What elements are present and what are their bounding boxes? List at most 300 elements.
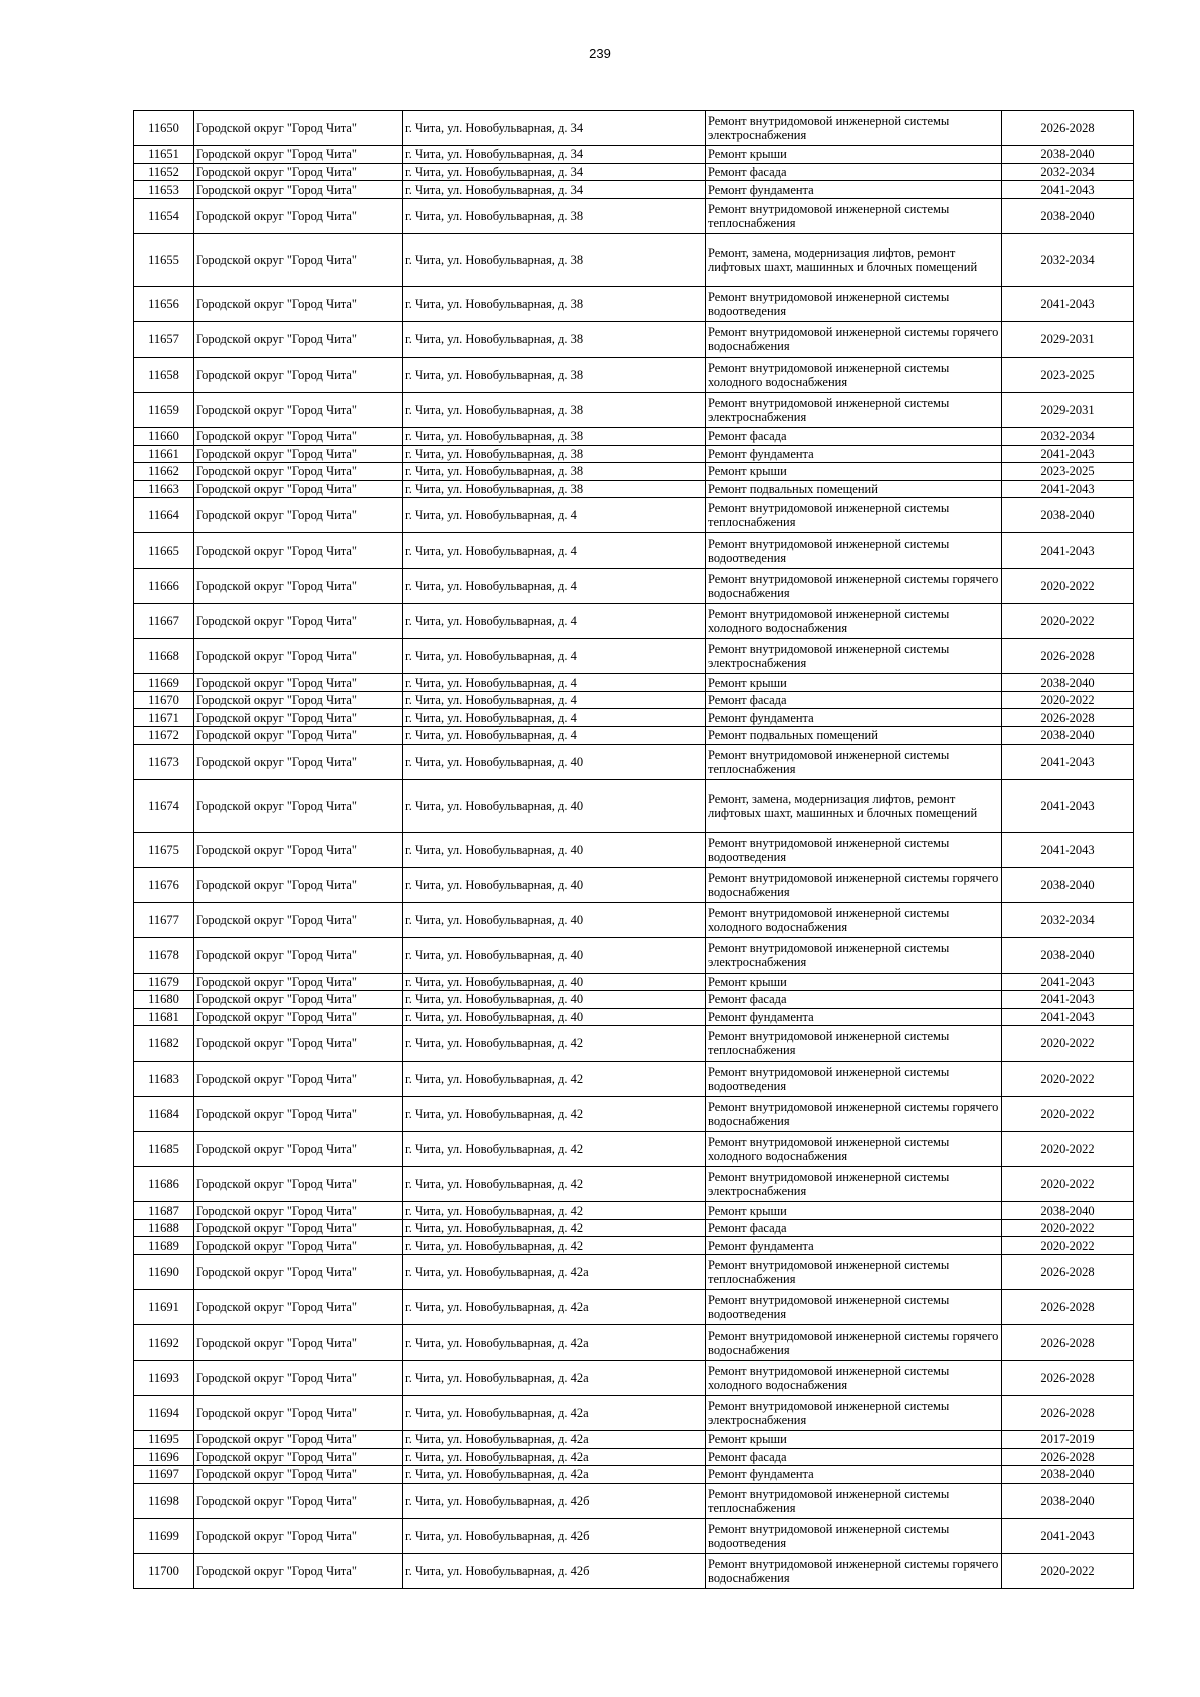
- cell-period: 2041-2043: [1002, 480, 1134, 498]
- table-row: [134, 1325, 1134, 1360]
- cell-address: г. Чита, ул. Новобульварная, д. 42а: [403, 1325, 706, 1360]
- table-row: [134, 568, 1134, 603]
- table-row: [134, 146, 1134, 164]
- cell-municipality: Городской округ "Город Чита": [194, 322, 403, 357]
- table-row: [134, 639, 1134, 674]
- cell-work-type: Ремонт внутридомовой инженерной системы горячего водоснабжения: [706, 322, 1002, 357]
- cell-municipality: Городской округ "Город Чита": [194, 1448, 403, 1466]
- table-row: [134, 287, 1134, 322]
- cell-work-type: Ремонт внутридомовой инженерной системы холодного водоснабжения: [706, 357, 1002, 392]
- cell-municipality: Городской округ "Город Чита": [194, 533, 403, 568]
- cell-work-type: Ремонт внутридомовой инженерной системы горячего водоснабжения: [706, 568, 1002, 603]
- table-row: [134, 1026, 1134, 1061]
- cell-number: 11657: [134, 322, 194, 357]
- table-row: [134, 1554, 1134, 1589]
- cell-municipality: Городской округ "Город Чита": [194, 1325, 403, 1360]
- cell-address: г. Чита, ул. Новобульварная, д. 42: [403, 1202, 706, 1220]
- cell-address: г. Чита, ул. Новобульварная, д. 38: [403, 322, 706, 357]
- cell-number: 11659: [134, 392, 194, 427]
- cell-address: г. Чита, ул. Новобульварная, д. 4: [403, 533, 706, 568]
- cell-work-type: Ремонт внутридомовой инженерной системы теплоснабжения: [706, 1255, 1002, 1290]
- cell-work-type: Ремонт внутридомовой инженерной системы теплоснабжения: [706, 1026, 1002, 1061]
- table-row: [134, 463, 1134, 481]
- cell-municipality: Городской округ "Город Чита": [194, 1360, 403, 1395]
- cell-period: 2026-2028: [1002, 1395, 1134, 1430]
- cell-work-type: Ремонт фундамента: [706, 1008, 1002, 1026]
- cell-work-type: Ремонт крыши: [706, 146, 1002, 164]
- cell-address: г. Чита, ул. Новобульварная, д. 42а: [403, 1255, 706, 1290]
- cell-period: 2020-2022: [1002, 1026, 1134, 1061]
- cell-municipality: Городской округ "Город Чита": [194, 1008, 403, 1026]
- table-row: [134, 1518, 1134, 1553]
- cell-period: 2026-2028: [1002, 1448, 1134, 1466]
- cell-number: 11686: [134, 1167, 194, 1202]
- cell-number: 11667: [134, 603, 194, 638]
- cell-period: 2041-2043: [1002, 779, 1134, 832]
- table-row: [134, 181, 1134, 199]
- cell-municipality: Городской округ "Город Чита": [194, 709, 403, 727]
- cell-period: 2023-2025: [1002, 463, 1134, 481]
- cell-work-type: Ремонт внутридомовой инженерной системы теплоснабжения: [706, 1483, 1002, 1518]
- cell-address: г. Чита, ул. Новобульварная, д. 38: [403, 480, 706, 498]
- cell-address: г. Чита, ул. Новобульварная, д. 4: [403, 639, 706, 674]
- cell-work-type: Ремонт внутридомовой инженерной системы теплоснабжения: [706, 498, 1002, 533]
- cell-number: 11658: [134, 357, 194, 392]
- cell-work-type: Ремонт фасада: [706, 1448, 1002, 1466]
- cell-number: 11693: [134, 1360, 194, 1395]
- table-row: [134, 1008, 1134, 1026]
- cell-address: г. Чита, ул. Новобульварная, д. 40: [403, 1008, 706, 1026]
- cell-work-type: Ремонт внутридомовой инженерной системы теплоснабжения: [706, 198, 1002, 233]
- cell-period: 2041-2043: [1002, 832, 1134, 867]
- cell-municipality: Городской округ "Город Чита": [194, 779, 403, 832]
- cell-municipality: Городской округ "Город Чита": [194, 234, 403, 287]
- cell-number: 11700: [134, 1554, 194, 1589]
- cell-address: г. Чита, ул. Новобульварная, д. 42: [403, 1026, 706, 1061]
- table-row: [134, 903, 1134, 938]
- cell-number: 11692: [134, 1325, 194, 1360]
- cell-address: г. Чита, ул. Новобульварная, д. 42б: [403, 1483, 706, 1518]
- table-row: [134, 1237, 1134, 1255]
- table-row: [134, 234, 1134, 287]
- cell-period: 2038-2040: [1002, 867, 1134, 902]
- cell-number: 11674: [134, 779, 194, 832]
- cell-municipality: Городской округ "Город Чита": [194, 568, 403, 603]
- cell-work-type: Ремонт фасада: [706, 991, 1002, 1009]
- table-row: [134, 111, 1134, 146]
- cell-municipality: Городской округ "Город Чита": [194, 445, 403, 463]
- cell-number: 11695: [134, 1430, 194, 1448]
- cell-address: г. Чита, ул. Новобульварная, д. 4: [403, 674, 706, 692]
- cell-work-type: Ремонт крыши: [706, 1430, 1002, 1448]
- cell-municipality: Городской округ "Город Чита": [194, 1466, 403, 1484]
- cell-municipality: Городской округ "Город Чита": [194, 392, 403, 427]
- cell-number: 11663: [134, 480, 194, 498]
- table-row: [134, 1061, 1134, 1096]
- cell-period: 2020-2022: [1002, 691, 1134, 709]
- cell-address: г. Чита, ул. Новобульварная, д. 42а: [403, 1466, 706, 1484]
- cell-municipality: Городской округ "Город Чита": [194, 691, 403, 709]
- table-row: [134, 867, 1134, 902]
- table-row: [134, 322, 1134, 357]
- cell-period: 2020-2022: [1002, 1131, 1134, 1166]
- cell-period: 2023-2025: [1002, 357, 1134, 392]
- cell-period: 2041-2043: [1002, 744, 1134, 779]
- cell-address: г. Чита, ул. Новобульварная, д. 42б: [403, 1518, 706, 1553]
- cell-municipality: Городской округ "Город Чита": [194, 938, 403, 973]
- cell-address: г. Чита, ул. Новобульварная, д. 42: [403, 1219, 706, 1237]
- table-row: [134, 1466, 1134, 1484]
- cell-municipality: Городской округ "Город Чита": [194, 111, 403, 146]
- cell-work-type: Ремонт внутридомовой инженерной системы водоотведения: [706, 832, 1002, 867]
- cell-work-type: Ремонт внутридомовой инженерной системы водоотведения: [706, 1061, 1002, 1096]
- table-row: [134, 427, 1134, 445]
- table-row: [134, 1131, 1134, 1166]
- cell-number: 11688: [134, 1219, 194, 1237]
- cell-work-type: Ремонт внутридомовой инженерной системы электроснабжения: [706, 1395, 1002, 1430]
- cell-period: 2026-2028: [1002, 1325, 1134, 1360]
- cell-work-type: Ремонт крыши: [706, 973, 1002, 991]
- cell-work-type: Ремонт фундамента: [706, 1237, 1002, 1255]
- cell-address: г. Чита, ул. Новобульварная, д. 42: [403, 1131, 706, 1166]
- table-row: [134, 163, 1134, 181]
- cell-number: 11698: [134, 1483, 194, 1518]
- cell-municipality: Городской округ "Город Чита": [194, 1167, 403, 1202]
- table-body: [134, 111, 1134, 1589]
- cell-address: г. Чита, ул. Новобульварная, д. 38: [403, 198, 706, 233]
- cell-number: 11656: [134, 287, 194, 322]
- cell-address: г. Чита, ул. Новобульварная, д. 38: [403, 392, 706, 427]
- cell-work-type: Ремонт, замена, модернизация лифтов, ремонт лифтовых шахт, машинных и блочных помещений: [706, 234, 1002, 287]
- cell-number: 11662: [134, 463, 194, 481]
- cell-number: 11652: [134, 163, 194, 181]
- table-row: [134, 1167, 1134, 1202]
- cell-period: 2038-2040: [1002, 674, 1134, 692]
- table-row: [134, 1096, 1134, 1131]
- cell-address: г. Чита, ул. Новобульварная, д. 42а: [403, 1395, 706, 1430]
- table-row: [134, 392, 1134, 427]
- cell-period: 2038-2040: [1002, 198, 1134, 233]
- cell-address: г. Чита, ул. Новобульварная, д. 34: [403, 163, 706, 181]
- cell-number: 11653: [134, 181, 194, 199]
- cell-number: 11671: [134, 709, 194, 727]
- cell-address: г. Чита, ул. Новобульварная, д. 42: [403, 1237, 706, 1255]
- cell-period: 2026-2028: [1002, 639, 1134, 674]
- cell-work-type: Ремонт фундамента: [706, 709, 1002, 727]
- cell-number: 11664: [134, 498, 194, 533]
- cell-municipality: Городской округ "Город Чита": [194, 903, 403, 938]
- cell-work-type: Ремонт внутридомовой инженерной системы электроснабжения: [706, 1167, 1002, 1202]
- cell-number: 11661: [134, 445, 194, 463]
- cell-period: 2020-2022: [1002, 1219, 1134, 1237]
- cell-address: г. Чита, ул. Новобульварная, д. 38: [403, 287, 706, 322]
- table-row: [134, 480, 1134, 498]
- cell-address: г. Чита, ул. Новобульварная, д. 4: [403, 498, 706, 533]
- cell-period: 2026-2028: [1002, 111, 1134, 146]
- cell-number: 11651: [134, 146, 194, 164]
- cell-municipality: Городской округ "Город Чита": [194, 867, 403, 902]
- cell-address: г. Чита, ул. Новобульварная, д. 4: [403, 603, 706, 638]
- cell-municipality: Городской округ "Город Чита": [194, 1061, 403, 1096]
- cell-work-type: Ремонт подвальных помещений: [706, 480, 1002, 498]
- cell-number: 11673: [134, 744, 194, 779]
- table-row: [134, 603, 1134, 638]
- table-row: [134, 357, 1134, 392]
- cell-period: 2026-2028: [1002, 1360, 1134, 1395]
- cell-address: г. Чита, ул. Новобульварная, д. 38: [403, 427, 706, 445]
- cell-address: г. Чита, ул. Новобульварная, д. 4: [403, 691, 706, 709]
- cell-municipality: Городской округ "Город Чита": [194, 1202, 403, 1220]
- cell-address: г. Чита, ул. Новобульварная, д. 34: [403, 146, 706, 164]
- cell-number: 11678: [134, 938, 194, 973]
- cell-address: г. Чита, ул. Новобульварная, д. 42а: [403, 1448, 706, 1466]
- table-row: [134, 991, 1134, 1009]
- cell-address: г. Чита, ул. Новобульварная, д. 42а: [403, 1360, 706, 1395]
- cell-period: 2029-2031: [1002, 322, 1134, 357]
- cell-address: г. Чита, ул. Новобульварная, д. 40: [403, 779, 706, 832]
- cell-address: г. Чита, ул. Новобульварная, д. 42а: [403, 1430, 706, 1448]
- cell-address: г. Чита, ул. Новобульварная, д. 38: [403, 445, 706, 463]
- cell-address: г. Чита, ул. Новобульварная, д. 38: [403, 463, 706, 481]
- cell-period: 2032-2034: [1002, 427, 1134, 445]
- cell-municipality: Городской округ "Город Чита": [194, 1395, 403, 1430]
- cell-address: г. Чита, ул. Новобульварная, д. 42а: [403, 1290, 706, 1325]
- cell-address: г. Чита, ул. Новобульварная, д. 40: [403, 938, 706, 973]
- page-number: 239: [589, 46, 611, 61]
- cell-number: 11689: [134, 1237, 194, 1255]
- cell-address: г. Чита, ул. Новобульварная, д. 4: [403, 727, 706, 745]
- cell-work-type: Ремонт фундамента: [706, 181, 1002, 199]
- cell-municipality: Городской округ "Город Чита": [194, 1131, 403, 1166]
- cell-municipality: Городской округ "Город Чита": [194, 1237, 403, 1255]
- cell-municipality: Городской округ "Город Чита": [194, 163, 403, 181]
- cell-number: 11691: [134, 1290, 194, 1325]
- table-row: [134, 744, 1134, 779]
- cell-period: 2041-2043: [1002, 991, 1134, 1009]
- cell-municipality: Городской округ "Город Чита": [194, 1096, 403, 1131]
- cell-number: 11672: [134, 727, 194, 745]
- cell-municipality: Городской округ "Город Чита": [194, 1430, 403, 1448]
- cell-period: 2026-2028: [1002, 1290, 1134, 1325]
- cell-work-type: Ремонт внутридомовой инженерной системы водоотведения: [706, 1290, 1002, 1325]
- cell-municipality: Городской округ "Город Чита": [194, 357, 403, 392]
- cell-municipality: Городской округ "Город Чита": [194, 1554, 403, 1589]
- cell-number: 11665: [134, 533, 194, 568]
- cell-municipality: Городской округ "Город Чита": [194, 1255, 403, 1290]
- table-row: [134, 1360, 1134, 1395]
- cell-period: 2038-2040: [1002, 146, 1134, 164]
- cell-work-type: Ремонт внутридомовой инженерной системы холодного водоснабжения: [706, 1131, 1002, 1166]
- cell-work-type: Ремонт подвальных помещений: [706, 727, 1002, 745]
- cell-number: 11685: [134, 1131, 194, 1166]
- cell-period: 2038-2040: [1002, 1483, 1134, 1518]
- cell-municipality: Городской округ "Город Чита": [194, 181, 403, 199]
- table-row: [134, 1255, 1134, 1290]
- cell-number: 11666: [134, 568, 194, 603]
- cell-municipality: Городской округ "Город Чита": [194, 1219, 403, 1237]
- cell-work-type: Ремонт фундамента: [706, 1466, 1002, 1484]
- cell-number: 11676: [134, 867, 194, 902]
- cell-number: 11677: [134, 903, 194, 938]
- cell-number: 11684: [134, 1096, 194, 1131]
- cell-period: 2038-2040: [1002, 1202, 1134, 1220]
- cell-period: 2038-2040: [1002, 938, 1134, 973]
- cell-period: 2041-2043: [1002, 1518, 1134, 1553]
- cell-number: 11675: [134, 832, 194, 867]
- cell-period: 2017-2019: [1002, 1430, 1134, 1448]
- cell-period: 2020-2022: [1002, 1167, 1134, 1202]
- cell-number: 11668: [134, 639, 194, 674]
- cell-work-type: Ремонт внутридомовой инженерной системы электроснабжения: [706, 392, 1002, 427]
- cell-work-type: Ремонт внутридомовой инженерной системы холодного водоснабжения: [706, 603, 1002, 638]
- table-row: [134, 674, 1134, 692]
- cell-number: 11670: [134, 691, 194, 709]
- cell-number: 11687: [134, 1202, 194, 1220]
- cell-address: г. Чита, ул. Новобульварная, д. 40: [403, 973, 706, 991]
- cell-period: 2020-2022: [1002, 1061, 1134, 1096]
- cell-number: 11679: [134, 973, 194, 991]
- cell-period: 2032-2034: [1002, 163, 1134, 181]
- table-row: [134, 973, 1134, 991]
- cell-work-type: Ремонт внутридомовой инженерной системы электроснабжения: [706, 639, 1002, 674]
- cell-number: 11655: [134, 234, 194, 287]
- cell-period: 2041-2043: [1002, 445, 1134, 463]
- cell-municipality: Городской округ "Город Чита": [194, 727, 403, 745]
- cell-address: г. Чита, ул. Новобульварная, д. 4: [403, 709, 706, 727]
- cell-work-type: Ремонт внутридомовой инженерной системы теплоснабжения: [706, 744, 1002, 779]
- cell-period: 2038-2040: [1002, 1466, 1134, 1484]
- cell-municipality: Городской округ "Город Чита": [194, 1290, 403, 1325]
- cell-period: 2041-2043: [1002, 181, 1134, 199]
- cell-address: г. Чита, ул. Новобульварная, д. 34: [403, 111, 706, 146]
- table-row: [134, 727, 1134, 745]
- cell-work-type: Ремонт, замена, модернизация лифтов, ремонт лифтовых шахт, машинных и блочных помещений: [706, 779, 1002, 832]
- cell-number: 11694: [134, 1395, 194, 1430]
- cell-period: 2026-2028: [1002, 1255, 1134, 1290]
- cell-period: 2041-2043: [1002, 973, 1134, 991]
- cell-work-type: Ремонт крыши: [706, 1202, 1002, 1220]
- cell-work-type: Ремонт внутридомовой инженерной системы электроснабжения: [706, 938, 1002, 973]
- cell-number: 11696: [134, 1448, 194, 1466]
- cell-number: 11699: [134, 1518, 194, 1553]
- cell-address: г. Чита, ул. Новобульварная, д. 42: [403, 1096, 706, 1131]
- capital-repair-table: [133, 110, 1134, 1589]
- table-row: [134, 1483, 1134, 1518]
- table-row: [134, 938, 1134, 973]
- cell-work-type: Ремонт фундамента: [706, 445, 1002, 463]
- table-row: [134, 533, 1134, 568]
- table-row: [134, 832, 1134, 867]
- cell-municipality: Городской округ "Город Чита": [194, 639, 403, 674]
- cell-work-type: Ремонт внутридомовой инженерной системы водоотведения: [706, 1518, 1002, 1553]
- cell-address: г. Чита, ул. Новобульварная, д. 4: [403, 568, 706, 603]
- cell-work-type: Ремонт фасада: [706, 1219, 1002, 1237]
- table-row: [134, 1290, 1134, 1325]
- cell-work-type: Ремонт внутридомовой инженерной системы водоотведения: [706, 287, 1002, 322]
- cell-address: г. Чита, ул. Новобульварная, д. 42: [403, 1061, 706, 1096]
- cell-period: 2020-2022: [1002, 568, 1134, 603]
- cell-work-type: Ремонт крыши: [706, 674, 1002, 692]
- cell-work-type: Ремонт внутридомовой инженерной системы горячего водоснабжения: [706, 867, 1002, 902]
- cell-number: 11682: [134, 1026, 194, 1061]
- cell-period: 2041-2043: [1002, 1008, 1134, 1026]
- cell-municipality: Городской округ "Город Чита": [194, 674, 403, 692]
- cell-work-type: Ремонт внутридомовой инженерной системы водоотведения: [706, 533, 1002, 568]
- cell-number: 11654: [134, 198, 194, 233]
- cell-address: г. Чита, ул. Новобульварная, д. 42: [403, 1167, 706, 1202]
- cell-number: 11697: [134, 1466, 194, 1484]
- cell-work-type: Ремонт внутридомовой инженерной системы горячего водоснабжения: [706, 1096, 1002, 1131]
- cell-number: 11690: [134, 1255, 194, 1290]
- cell-work-type: Ремонт внутридомовой инженерной системы холодного водоснабжения: [706, 903, 1002, 938]
- cell-work-type: Ремонт фасада: [706, 691, 1002, 709]
- cell-period: 2020-2022: [1002, 1554, 1134, 1589]
- table-row: [134, 1395, 1134, 1430]
- cell-municipality: Городской округ "Город Чита": [194, 1518, 403, 1553]
- cell-period: 2020-2022: [1002, 603, 1134, 638]
- cell-period: 2038-2040: [1002, 498, 1134, 533]
- cell-municipality: Городской округ "Город Чита": [194, 427, 403, 445]
- cell-municipality: Городской округ "Город Чита": [194, 463, 403, 481]
- table-row: [134, 1202, 1134, 1220]
- cell-period: 2029-2031: [1002, 392, 1134, 427]
- cell-address: г. Чита, ул. Новобульварная, д. 40: [403, 903, 706, 938]
- table-row: [134, 779, 1134, 832]
- table-row: [134, 709, 1134, 727]
- cell-municipality: Городской округ "Город Чита": [194, 498, 403, 533]
- cell-period: 2032-2034: [1002, 903, 1134, 938]
- cell-work-type: Ремонт фасада: [706, 427, 1002, 445]
- table-row: [134, 445, 1134, 463]
- cell-address: г. Чита, ул. Новобульварная, д. 38: [403, 357, 706, 392]
- cell-period: 2041-2043: [1002, 287, 1134, 322]
- cell-work-type: Ремонт внутридомовой инженерной системы горячего водоснабжения: [706, 1554, 1002, 1589]
- cell-period: 2020-2022: [1002, 1096, 1134, 1131]
- cell-address: г. Чита, ул. Новобульварная, д. 34: [403, 181, 706, 199]
- cell-municipality: Городской округ "Город Чита": [194, 146, 403, 164]
- cell-work-type: Ремонт фасада: [706, 163, 1002, 181]
- cell-number: 11650: [134, 111, 194, 146]
- cell-municipality: Городской округ "Город Чита": [194, 603, 403, 638]
- cell-municipality: Городской округ "Город Чита": [194, 991, 403, 1009]
- cell-municipality: Городской округ "Город Чита": [194, 480, 403, 498]
- cell-municipality: Городской округ "Город Чита": [194, 973, 403, 991]
- cell-municipality: Городской округ "Город Чита": [194, 198, 403, 233]
- cell-number: 11681: [134, 1008, 194, 1026]
- table-row: [134, 691, 1134, 709]
- table-row: [134, 1430, 1134, 1448]
- cell-address: г. Чита, ул. Новобульварная, д. 40: [403, 832, 706, 867]
- table-row: [134, 198, 1134, 233]
- cell-work-type: Ремонт внутридомовой инженерной системы холодного водоснабжения: [706, 1360, 1002, 1395]
- table-row: [134, 1219, 1134, 1237]
- cell-period: 2041-2043: [1002, 533, 1134, 568]
- cell-municipality: Городской округ "Город Чита": [194, 1483, 403, 1518]
- cell-municipality: Городской округ "Город Чита": [194, 744, 403, 779]
- cell-municipality: Городской округ "Город Чита": [194, 1026, 403, 1061]
- cell-period: 2032-2034: [1002, 234, 1134, 287]
- cell-number: 11669: [134, 674, 194, 692]
- cell-address: г. Чита, ул. Новобульварная, д. 38: [403, 234, 706, 287]
- cell-municipality: Городской округ "Город Чита": [194, 287, 403, 322]
- cell-number: 11683: [134, 1061, 194, 1096]
- cell-address: г. Чита, ул. Новобульварная, д. 40: [403, 744, 706, 779]
- cell-municipality: Городской округ "Город Чита": [194, 832, 403, 867]
- cell-address: г. Чита, ул. Новобульварная, д. 40: [403, 867, 706, 902]
- table-row: [134, 498, 1134, 533]
- cell-number: 11660: [134, 427, 194, 445]
- cell-work-type: Ремонт крыши: [706, 463, 1002, 481]
